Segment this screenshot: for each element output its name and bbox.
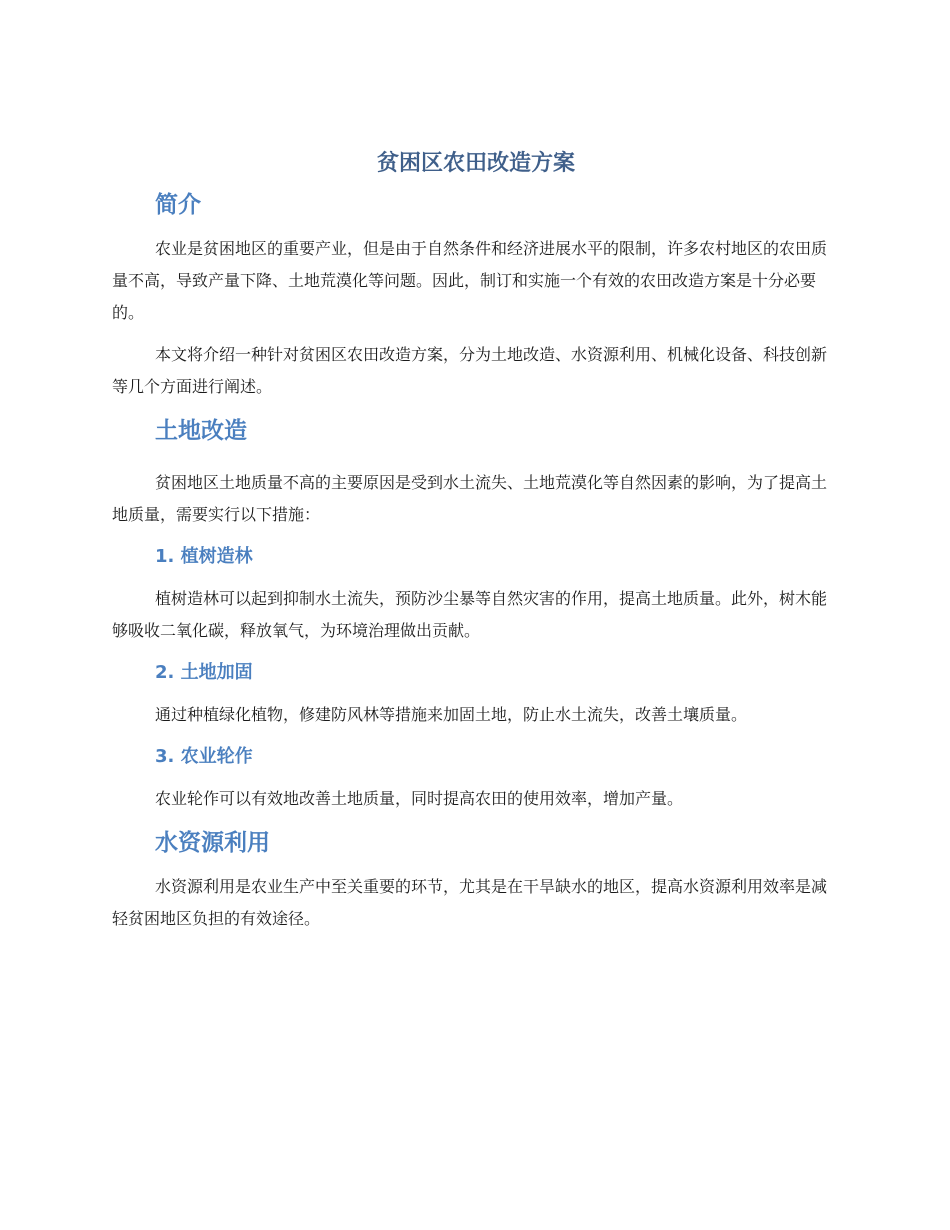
afforestation-paragraph: 植树造林可以起到抑制水土流失，预防沙尘暴等自然灾害的作用，提高土地质量。此外，树木能够吸收二氧化碳，释放氧气，为环境治理做出贡献。 bbox=[112, 589, 828, 640]
subsection-heading-afforestation: 1. 植树造林 bbox=[155, 546, 253, 567]
land-paragraph-1: 贫困地区土地质量不高的主要原因是受到水土流失、土地荒漠化等自然因素的影响，为了提高土地质量，需要实行以下措施： bbox=[112, 473, 828, 524]
intro-paragraph-2: 本文将介绍一种针对贫困区农田改造方案，分为土地改造、水资源利用、机械化设备、科技创新等几个方面进行阐述。 bbox=[112, 345, 828, 396]
water-paragraph-1: 水资源利用是农业生产中至关重要的环节，尤其是在干旱缺水的地区，提高水资源利用效率是减轻贫困地区负担的有效途径。 bbox=[112, 877, 828, 928]
crop-rotation-paragraph: 农业轮作可以有效地改善土地质量，同时提高农田的使用效率，增加产量。 bbox=[155, 789, 684, 808]
document-content bbox=[112, 145, 840, 935]
spacer bbox=[112, 453, 840, 467]
document-title: 贫困区农田改造方案 bbox=[376, 151, 575, 176]
land-reinforcement-paragraph: 通过种植绿化植物，修建防风林等措施来加固土地，防止水土流失，改善土壤质量。 bbox=[155, 705, 748, 724]
section-heading-land: 土地改造 bbox=[155, 418, 247, 444]
section-heading-intro: 简介 bbox=[155, 192, 201, 218]
subsection-heading-crop-rotation: 3. 农业轮作 bbox=[155, 746, 253, 767]
spacer bbox=[112, 329, 840, 339]
intro-paragraph-1: 农业是贫困地区的重要产业，但是由于自然条件和经济进展水平的限制，许多农村地区的农田质量不高，导致产量下降、土地荒漠化等问题。因此，制订和实施一个有效的农田改造方案是十分必要的。 bbox=[112, 239, 828, 322]
section-heading-water: 水资源利用 bbox=[155, 830, 270, 856]
subsection-heading-land-reinforcement: 2. 土地加固 bbox=[155, 662, 253, 683]
